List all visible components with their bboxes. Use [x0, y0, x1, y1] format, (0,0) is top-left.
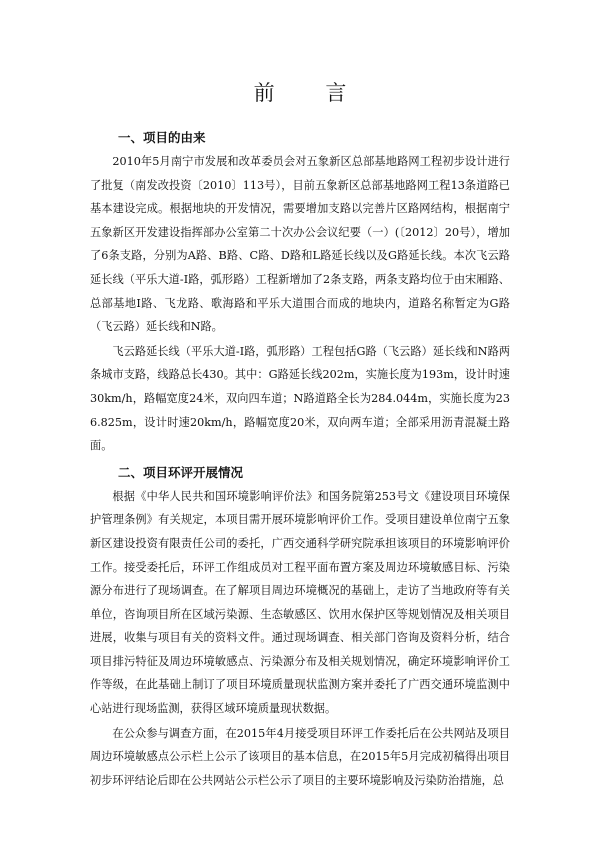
paragraph: 在公众参与调查方面，在2015年4月接受项目环评工作委托后在公共网站及项目周边环境敏感点公示栏上公示了该项目的基本信息，在2015年5月完成初稿得出项目初步环评结论后即在公共网站公示栏公示了项目的主要环境影响及污染防治措施，总 — [90, 726, 510, 787]
section-heading-origin: 一、项目的由来 — [118, 130, 206, 145]
section-heading-eia: 二、项目环评开展情况 — [118, 464, 244, 480]
paragraph: 2010年5月南宁市发展和改革委员会对五象新区总部基地路网工程初步设计进行了批复（南发改投资〔2010〕113号），目前五象新区总部基地路网工程13条道路已基本建设完成。根据地块的开发情况，需要增加支路以完善片区路网结构，根据南宁五象新区开发建设指挥部办公室第二十次办公会议纪要（一）(〔2012〕20号），增加了6条支路，分别为A路、B路、C路、D路和L路延长线以及G路延长线。本次飞云路延长线（平乐大道-I路，弧形路）工程新增加了2条支路，两条支路均位于由宋厢路、总部基地I路、飞龙路、歌海路和平乐大道围合而成的地块内，道路名称暂定为G路（飞云路）延长线和N路。 — [90, 155, 510, 334]
paragraph: 飞云路延长线（平乐大道-I路，弧形路）工程包括G路（飞云路）延长线和N路两条城市支路，线路总长430。其中：G路延长线202m，实施长度为193m，设计时速30km/h，路幅宽度24米，双向四车道；N路道路全长为284.044m，实施长度为236.825m，设计时速20km/h，路幅宽度20米，双向两车道；全部采用沥青混凝土路面。 — [90, 344, 510, 453]
page-title: 前 言 — [253, 81, 369, 105]
paragraph: 根据《中华人民共和国环境影响评价法》和国务院第253号文《建设项目环境保护管理条例》有关规定，本项目需开展环境影响评价工作。受项目建设单位南宁五象新区建设投资有限责任公司的委托，广西交通科学研究院承担该项目的环境影响评价工作。接受委托后，环评工作组成员对工程平面布置方案及周边环境敏感目标、污染源分布进行了现场调查。在了解项目周边环境概况的基础上，走访了当地政府等有关单位，咨询项目所在区域污染源、生态敏感区、饮用水保护区等规划情况及相关项目进展，收集与项目有关的资料文件。通过现场调查、相关部门咨询及资料分析，结合项目排污特征及周边环境敏感点、污染源分布及相关规划情况，确定环境影响评价工作等级，在此基础上制订了项目环境质量现状监测方案并委托了广西交通环境监测中心站进行现场监测，获得区域环境质量现状数据。 — [90, 489, 510, 716]
